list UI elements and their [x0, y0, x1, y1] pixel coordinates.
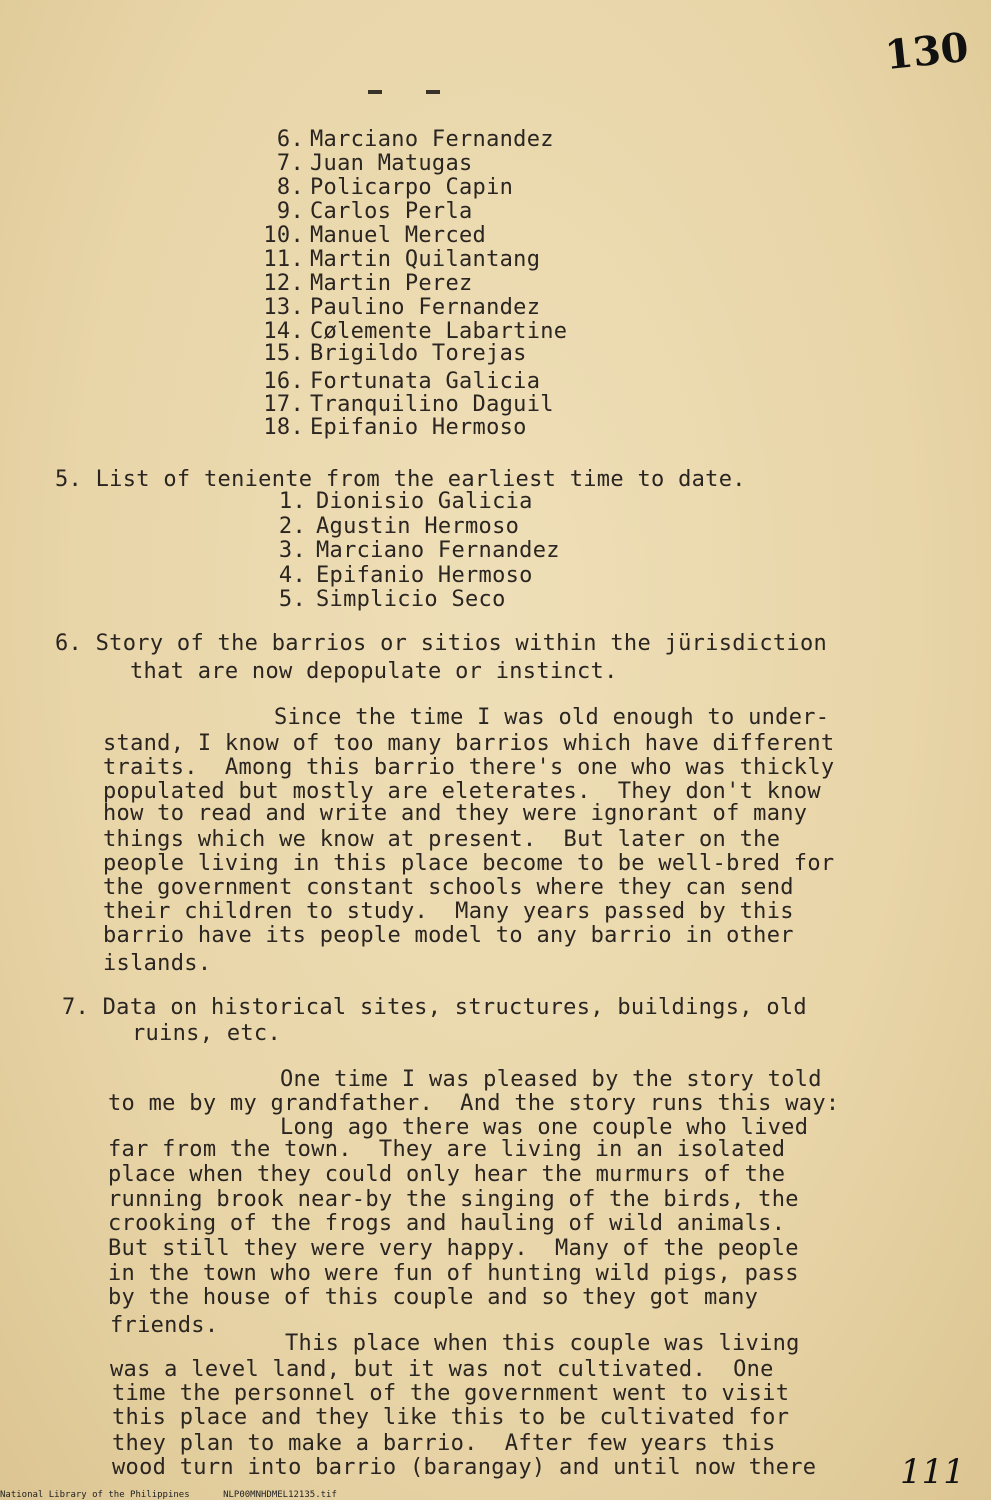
handwritten-mark: 111 [900, 1452, 965, 1492]
paragraph-line: place when they could only hear the murmurs of the [108, 1162, 786, 1187]
paragraph-line: to me by my grandfather. And the story runs this way: [108, 1091, 840, 1116]
list-name: Marciano Fernandez [316, 538, 560, 563]
list-number: 8. [276, 175, 304, 200]
list-number: 1. [278, 489, 306, 514]
list-name: Tranquilino Daguil [310, 392, 554, 417]
list-name: Paulino Fernandez [310, 295, 541, 320]
paragraph-line: the government constant schools where they can send [103, 875, 794, 900]
paragraph-line: But still they were very happy. Many of the people [108, 1236, 799, 1261]
list-name: Policarpo Capin [310, 175, 514, 200]
list-number: 11. [263, 247, 304, 272]
paragraph-line: things which we know at present. But later on the [103, 827, 781, 852]
list-name: Martin Quilantang [310, 247, 541, 272]
paragraph-line: this place and they like this to be cultivated for [112, 1405, 790, 1430]
paragraph-line: Long ago there was one couple who lived [280, 1115, 809, 1140]
paragraph-line: they plan to make a barrio. After few years this [112, 1431, 776, 1456]
list-name: Simplicio Seco [316, 587, 506, 612]
paragraph-line: people living in this place become to be well-bred for [103, 851, 835, 876]
paragraph-line: barrio have its people model to any barrio in other [103, 923, 794, 948]
section-6-heading-line1: 6. Story of the barrios or sitios within the jürisdiction [55, 631, 828, 656]
paragraph-line: in the town who were fun of hunting wild pigs, pass [108, 1261, 799, 1286]
list-name: Juan Matugas [310, 151, 473, 176]
list-name: Epifanio Hermoso [316, 562, 533, 588]
paragraph-line: One time I was pleased by the story told [280, 1067, 822, 1092]
list-number: 5. [278, 587, 306, 612]
list-number: 18. [263, 415, 304, 440]
list-number: 13. [263, 295, 304, 320]
paragraph-line: crooking of the frogs and hauling of wild animals. [108, 1211, 786, 1236]
list-number: 6. [276, 127, 304, 152]
list-number: 12. [263, 271, 304, 296]
dash-mark [368, 90, 382, 94]
paragraph-line: by the house of this couple and so they got many [108, 1285, 759, 1310]
paragraph-line: traits. Among this barrio there's one who was thickly [103, 755, 835, 780]
paragraph-line: far from the town. They are living in an isolated [108, 1137, 786, 1162]
list-name: Martin Perez [310, 271, 473, 296]
list-name: Fortunata Galicia [310, 369, 541, 394]
list-number: 15. [263, 341, 304, 366]
paragraph-line: populated but mostly are eleterates. They don't know [103, 779, 821, 804]
section-6-heading-line2: that are now depopulate or instinct. [130, 659, 618, 684]
list-name: Epifanio Hermoso [310, 415, 527, 440]
section-7-heading-line1: 7. Data on historical sites, structures, buildings, old [62, 995, 807, 1020]
paragraph-line: friends. [110, 1313, 219, 1338]
list-name: Cølemente Labartine [310, 319, 568, 344]
list-number: 14. [263, 319, 304, 344]
list-number: 16. [263, 369, 304, 394]
list-name: Brigildo Torejas [310, 341, 527, 366]
footer-library: National Library of the Philippines [0, 1490, 190, 1500]
paragraph-line: This place when this couple was living [285, 1331, 800, 1356]
paragraph-line: islands. [103, 951, 212, 976]
paragraph-line: was a level land, but it was not cultivated. One [110, 1357, 774, 1382]
paragraph-line: running brook near-by the singing of the birds, the [108, 1187, 799, 1212]
list-name: Agustin Hermoso [316, 513, 520, 539]
section-5-heading: 5. List of teniente from the earliest time to date. [55, 467, 746, 492]
list-name: Carlos Perla [310, 199, 473, 224]
paragraph-line: wood turn into barrio (barangay) and until now there [112, 1455, 817, 1480]
footer [0, 1490, 337, 1500]
list-number: 9. [276, 199, 304, 224]
paragraph-line: their children to study. Many years passed by this [103, 899, 794, 924]
paragraph-line: stand, I know of too many barrios which have different [103, 731, 835, 756]
footer-file: NLP00MNHDMEL12135.tif [223, 1490, 337, 1500]
page-number: 130 [882, 23, 971, 80]
list-number: 17. [263, 392, 304, 417]
list-name: Marciano Fernandez [310, 127, 554, 152]
list-name: Manuel Merced [310, 223, 487, 248]
paragraph-line: how to read and write and they were ignorant of many [103, 801, 808, 826]
list-number: 10. [263, 223, 304, 248]
list-number: 7. [276, 151, 304, 176]
section-7-heading-line2: ruins, etc. [132, 1021, 281, 1046]
paragraph-line: time the personnel of the government went to visit [112, 1381, 790, 1406]
list-number: 4. [278, 562, 306, 588]
dash-mark [426, 90, 440, 94]
paragraph-line: Since the time I was old enough to under- [274, 705, 830, 730]
list-number: 2. [278, 513, 306, 539]
list-number: 3. [278, 538, 306, 563]
list-name: Dionisio Galicia [316, 489, 533, 514]
